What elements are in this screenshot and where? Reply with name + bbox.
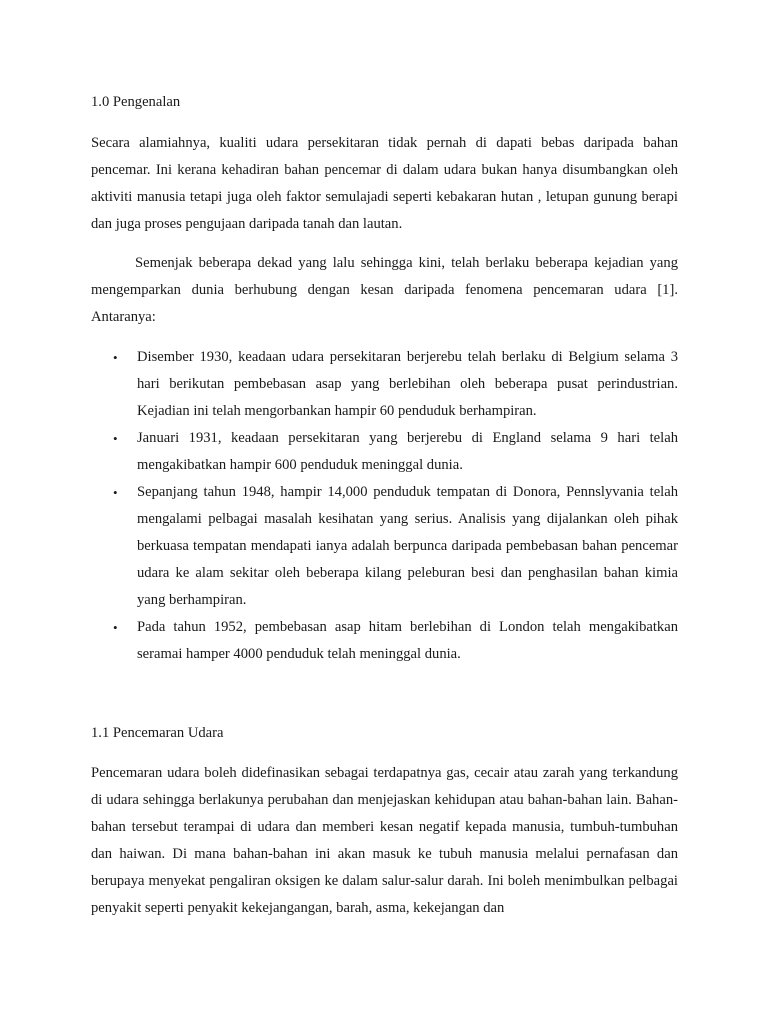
bullet-icon: • <box>113 485 118 500</box>
events-bullet-list <box>91 344 678 668</box>
list-item-text: Pada tahun 1952, pembebasan asap hitam berlebihan di London telah mengakibatkan seramai hamper 4000 penduduk telah meninggal dunia. <box>137 619 678 662</box>
section-heading-pencemaran-udara: 1.1 Pencemaran Udara <box>91 725 224 741</box>
list-item <box>91 479 678 614</box>
list-item-text: Sepanjang tahun 1948, hampir 14,000 penduduk tempatan di Donora, Pennslyvania telah mengalami pelbagai masalah kesihatan yang serius. Analisis yang dijalankan oleh pihak berkuasa tempatan mendapati ianya adalah berpunca daripada pembebasan bahan pencemar udara ke alam sekitar oleh beberapa kilang peleburan besi dan penghasilan bahan kimia yang berhampiran. <box>137 484 678 608</box>
list-item <box>91 425 678 479</box>
bullet-icon: • <box>113 350 118 365</box>
list-item <box>91 614 678 668</box>
paragraph-intro: Secara alamiahnya, kualiti udara persekitaran tidak pernah di dapati bebas daripada bahan pencemar. Ini kerana kehadiran bahan pencemar di dalam udara bukan hanya disumbangkan oleh aktiviti manusia tetapi juga oleh faktor semulajadi seperti kebakaran hutan , letupan gunung berapi dan juga proses pengujaan daripada tanah dan lautan. <box>91 135 678 232</box>
list-item-text: Januari 1931, keadaan persekitaran yang berjerebu di England selama 9 hari telah mengakibatkan hampir 600 penduduk meninggal dunia. <box>137 430 678 473</box>
bullet-icon: • <box>113 620 118 635</box>
section-heading-pengenalan: 1.0 Pengenalan <box>91 94 181 110</box>
paragraph-events-intro: Semenjak beberapa dekad yang lalu sehingga kini, telah berlaku beberapa kejadian yang mengemparkan dunia berhubung dengan kesan daripada fenomena pencemaran udara [1]. Antaranya: <box>91 255 678 325</box>
paragraph-definition: Pencemaran udara boleh didefinasikan sebagai terdapatnya gas, cecair atau zarah yang terkandung di udara sehingga berlakunya perubahan dan menjejaskan kehidupan atau bahan-bahan lain. Bahan-bahan tersebut terampai di udara dan memberi kesan negatif kepada manusia, tumbuh-tumbuhan dan haiwan. Di mana bahan-bahan ini akan masuk ke tubuh manusia melalui pernafasan dan berupaya menyekat pengaliran oksigen ke dalam salur-salur darah. Ini boleh menimbulkan pelbagai penyakit seperti penyakit kekejangangan, barah, asma, kekejangan dan <box>91 765 678 916</box>
bullet-icon: • <box>113 431 118 446</box>
list-item <box>91 344 678 425</box>
list-item-text: Disember 1930, keadaan udara persekitaran berjerebu telah berlaku di Belgium selama 3 hari berikutan pembebasan asap yang berlebihan oleh beberapa pusat perindustrian. Kejadian ini telah mengorbankan hampir 60 penduduk berhampiran. <box>137 349 678 419</box>
